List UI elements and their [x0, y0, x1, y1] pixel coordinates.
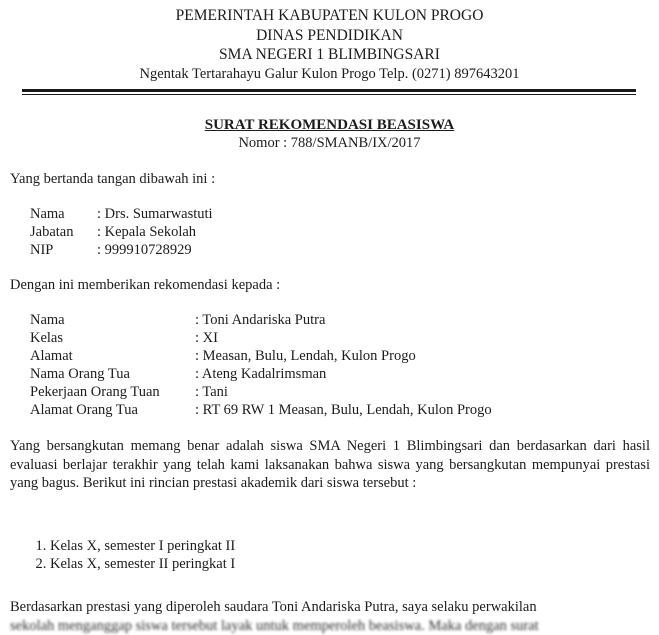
student-value: : Toni Andariska Putra — [195, 312, 326, 328]
signer-value: : Drs. Sumarwastuti — [97, 206, 213, 222]
achievement-list — [10, 537, 235, 573]
signer-label: NIP — [30, 242, 54, 258]
student-row — [30, 311, 492, 329]
signer-label: Jabatan — [30, 224, 74, 240]
body-paragraph: Yang bersangkutan memang benar adalah siswa SMA Negeri 1 Blimbingsari dan berdasarkan dari hasil evaluasi berlajar terakhir yang telah kami laksanakan bahwa siswa yang bersangkutan mempunyai prestasi yang bagus. Berikut ini rincian prestasi akademik dari siswa tersebut : — [10, 438, 650, 491]
closing-paragraph: Berdasarkan prestasi yang diperoleh saudara Toni Andariska Putra, saya selaku perwakilan — [10, 599, 537, 615]
student-label: Nama Orang Tua — [30, 366, 130, 382]
letter-number: Nomor : 788/SMANB/IX/2017 — [238, 135, 421, 151]
student-value: : Measan, Bulu, Lendah, Kulon Progo — [195, 348, 416, 364]
letterhead-department: DINAS PENDIDIKAN — [256, 26, 403, 44]
student-value: : Ateng Kadalrimsman — [195, 366, 327, 382]
letterhead-government: PEMERINTAH KABUPATEN KULON PROGO — [175, 7, 484, 24]
student-row — [30, 329, 492, 347]
signer-value: : 999910728929 — [97, 242, 192, 258]
student-value: : RT 69 RW 1 Measan, Bulu, Lendah, Kulon Progo — [195, 402, 492, 418]
achievement-item: 1. Kelas X, semester I peringkat II — [50, 537, 235, 555]
student-row — [30, 383, 492, 401]
student-label: Kelas — [30, 330, 64, 346]
intro-text: Yang bertanda tangan dibawah ini : — [10, 171, 216, 187]
achievement-item: 2. Kelas X, semester II peringkat I — [50, 555, 235, 573]
closing-paragraph-cutoff: sekolah menganggap siswa tersebut layak untuk memperoleh beasiswa. Maka dengan surat — [10, 618, 539, 634]
student-value: : Tani — [195, 384, 228, 400]
letterhead — [0, 6, 659, 84]
signer-label: Nama — [30, 206, 65, 222]
student-details — [30, 311, 492, 419]
signer-row — [30, 223, 213, 241]
signer-value: : Kepala Sekolah — [97, 224, 197, 240]
student-row — [30, 347, 492, 365]
student-label: Pekerjaan Orang Tuan — [30, 384, 160, 400]
letterhead-thick-rule — [22, 89, 636, 92]
student-label: Alamat Orang Tua — [30, 402, 138, 418]
letter-title: SURAT REKOMENDASI BEASISWA — [204, 117, 455, 133]
student-row — [30, 365, 492, 383]
recommendation-intro: Dengan ini memberikan rekomendasi kepada : — [10, 277, 281, 293]
signer-row — [30, 241, 213, 259]
student-label: Alamat — [30, 348, 73, 364]
signer-row — [30, 205, 213, 223]
student-row — [30, 401, 492, 419]
student-value: : XI — [195, 330, 218, 346]
letterhead-thin-rule — [22, 94, 636, 95]
signer-details — [30, 205, 213, 259]
letterhead-address: Ngentak Tertarahayu Galur Kulon Progo Telp. (0271) 897643201 — [139, 65, 520, 82]
student-label: Nama — [30, 312, 65, 328]
letterhead-school: SMA NEGERI 1 BLIMBINGSARI — [219, 46, 440, 63]
